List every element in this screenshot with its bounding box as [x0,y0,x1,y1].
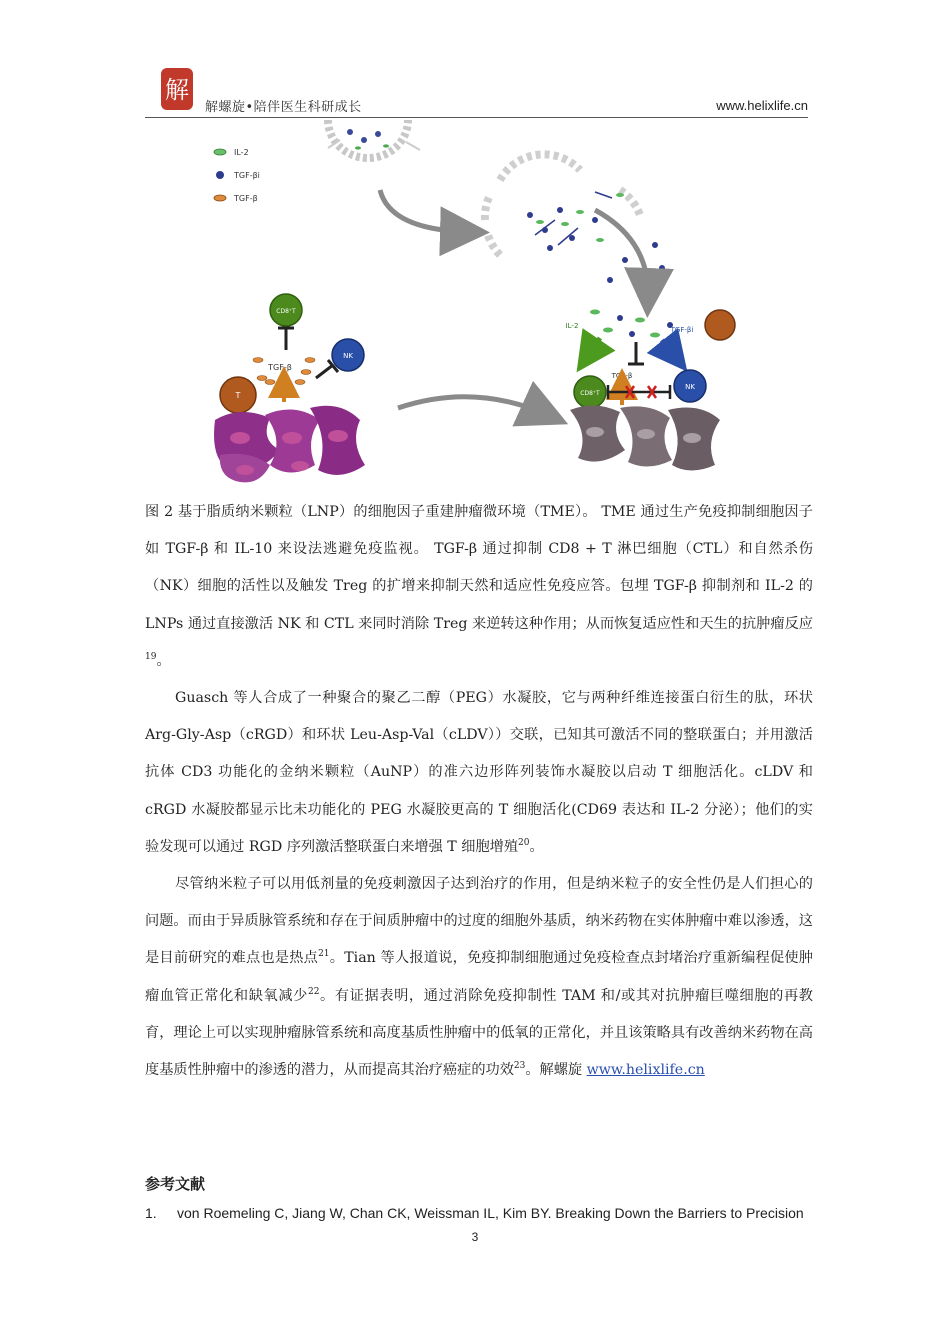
treatment-arrow [398,397,550,416]
helixlife-logo [159,66,195,112]
nk-label: NK [343,352,353,360]
paragraph-guasch [145,680,813,866]
burst-nanoparticle [485,154,665,298]
caption-end: 。 [156,652,171,669]
para2-seg1: 尽管纳米粒子可以用低剂量的免疫刺激因子达到治疗的作用，但是纳米粒子的安全性仍是人们担心的问题。而由于异质脉管系统和存在于间质肿瘤中的过度的细胞外基质，纳米药物在实体肿瘤中难以渗透，这是目前研究的难点也是热点 [145,876,813,967]
references-title: 参考文献 [145,1175,206,1193]
tgfb-label-left: TGF-β [268,363,292,372]
cd8-label-right: CD8⁺T [580,390,600,397]
page-header [145,66,808,118]
para1-text: Guasch 等人合成了一种聚合的聚乙二醇（PEG）水凝胶，它与两种纤维连接蛋白衍生的肽，环状 Arg-Gly-Asp（cRGD）和环状 Leu-Asp-Val（cLDV））交联，已知其可激活不同的整联蛋白；并用激活抗体 CD3 功能化的金纳米颗粒（AuNP）的准六边形阵列装饰水凝胶以启动 T 细胞活化。cLDV 和 cRGD 水凝胶都显示比未功能化的 PEG 水凝胶更高的 T 细胞活化(CD69 表达和 IL-2 分泌）；他们的实验发现可以通过 RGD 序列激活整联蛋白来增强 T 细胞增殖 [145,690,813,855]
para2-ref3: 23 [513,1061,526,1072]
release-arrow [380,190,470,232]
site-name: 解螺旋•陪伴医生科研成长 [205,100,362,115]
treg-label: T [235,391,241,400]
lipid-nanoparticle [328,120,420,158]
para2-seg4: 。解螺旋 [525,1062,587,1079]
para1-end: 。 [529,838,544,855]
para1-ref: 20 [518,837,530,848]
reference-number: 1. [145,1205,157,1221]
legend-tgfbi: TGF-βi [234,171,260,180]
reference-text: von Roemeling C, Jiang W, Chan CK, Weissman IL, Kim BY. Breaking Down the Barriers to Precision [177,1205,804,1221]
figure-legend [214,148,260,203]
caption-text: 图 2 基于脂质纳米颗粒（LNP）的细胞因子重建肿瘤微环境（TME）。 TME 通过生产免疫抑制细胞因子如 TGF-β 和 IL-10 来设法逃避免疫监视。 TGF-β 通过抑制 CD8 + T 淋巴细胞（CTL）和自然杀伤（NK）细胞的活性以及触发 Treg 的扩增来抑制天然和适应性免疫应答。包埋 TGF-β 抑制剂和 IL-2 的 LNPs 通过直接激活 NK 和 CTL 来同时消除 Treg 来逆转这种作用；从而恢复适应性和天生的抗肿瘤反应 [145,504,813,632]
logo-glyph: 解 [165,76,189,104]
para2-ref1: 21 [318,949,330,960]
header-rule [145,117,808,118]
helixlife-link[interactable]: www.helixlife.cn [586,1062,705,1079]
tgfb-label-right: TGF-β [611,372,633,380]
release-down-arrow [595,210,648,298]
para2-seg2: 。Tian 等人报道说，免疫抑制细胞通过免疫检查点封堵治疗重新编程促使肿瘤血管正常化和缺氧减少 [145,950,813,1004]
reference-item [145,1205,815,1221]
page-number: 3 [471,1230,479,1244]
legend-il2: IL-2 [234,148,249,157]
treg-cell-right [705,310,735,340]
caption-ref: 19 [145,651,157,662]
cd8-label: CD8⁺T [276,308,296,315]
nk-label-right: NK [685,383,695,391]
il2-label-right: IL-2 [565,322,579,330]
site-url[interactable]: www.helixlife.cn [716,98,808,113]
para2-ref2: 22 [307,986,320,997]
tgfbi-label-right: TGF-βi [670,326,694,334]
lnp-tme-figure [200,120,760,490]
figure-caption [145,494,813,680]
para2-seg3: 。有证据表明，通过消除免疫抑制性 TAM 和/或其对抗肿瘤巨噬细胞的再教育，理论上可以实现肿瘤脉管系统和高度基质性肿瘤中的低氧的正常化，并且该策略具有改善纳米药物在高度基质性肿瘤中的渗透的潜力，从而提高其治疗癌症的功效 [145,987,813,1079]
right-panel-restored [566,310,735,471]
legend-tgfb: TGF-β [234,194,258,203]
paragraph-nanoparticle-safety [145,866,813,1089]
left-panel-tumor [214,294,365,482]
